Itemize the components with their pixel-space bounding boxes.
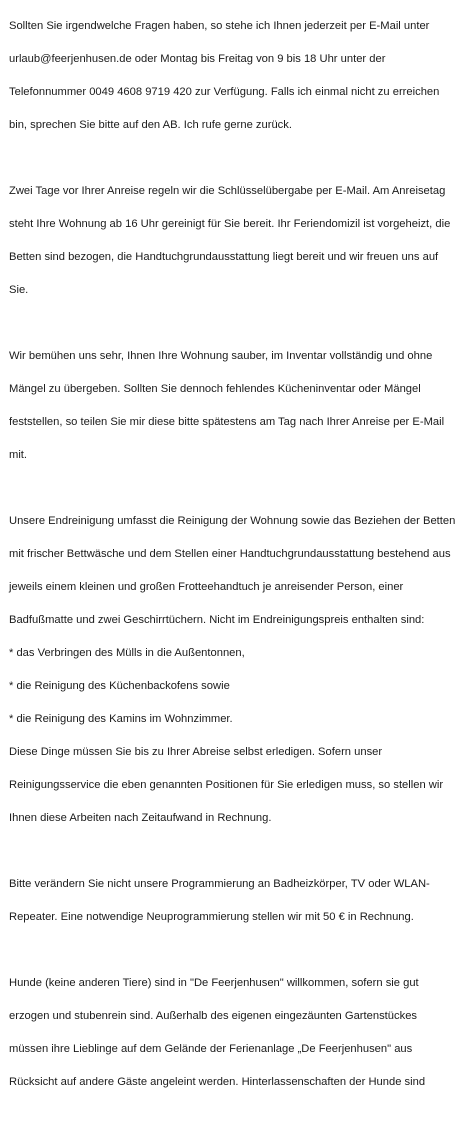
text-line: Hunde (keine anderen Tiere) sind in "De Feerjenhusen" willkommen, sofern sie gut <box>9 976 419 989</box>
text-line: Unsere Endreinigung umfasst die Reinigung der Wohnung sowie das Beziehen der Betten <box>9 514 455 527</box>
text-line: Diese Dinge müssen Sie bis zu Ihrer Abreise selbst erledigen. Sofern unser <box>9 745 383 758</box>
bullet-item: * die Reinigung des Kamins im Wohnzimmer. <box>9 712 233 725</box>
bullet-item: * die Reinigung des Küchenbackofens sowie <box>9 679 230 692</box>
text-line: jeweils einem kleinen und großen Frotteehandtuch je anreisender Person, einer <box>9 580 404 593</box>
text-line: feststellen, so teilen Sie mir diese bitte spätestens am Tag nach Ihrer Anreise per E-Mail <box>9 415 445 428</box>
text-line: müssen ihre Lieblinge auf dem Gelände der Ferienanlage „De Feerjenhusen" aus <box>9 1042 413 1055</box>
text-line: urlaub@feerjenhusen.de oder Montag bis Freitag von 9 bis 18 Uhr unter der <box>9 52 386 65</box>
text-line: Badfußmatte und zwei Geschirrtüchern. Nicht im Endreinigungspreis enthalten sind: <box>9 613 425 626</box>
text-line: Ihnen diese Arbeiten nach Zeitaufwand in Rechnung. <box>9 811 272 824</box>
paragraph-programming <box>9 859 447 942</box>
text-line: bin, sprechen Sie bitte auf den AB. Ich rufe gerne zurück. <box>9 118 292 131</box>
text-line: Wir bemühen uns sehr, Ihnen Ihre Wohnung sauber, im Inventar vollständig und ohne <box>9 349 433 362</box>
text-line: Sie. <box>9 283 29 296</box>
text-line: Reinigungsservice die eben genannten Positionen für Sie erledigen muss, so stellen wir <box>9 778 444 791</box>
paragraph-inventory <box>9 331 447 480</box>
text-line: Betten sind bezogen, die Handtuchgrundausstattung liegt bereit und wir freuen uns auf <box>9 250 439 263</box>
document-body <box>9 1 455 1123</box>
text-line: steht Ihre Wohnung ab 16 Uhr gereinigt für Sie bereit. Ihr Feriendomizil ist vorgeheizt, die <box>9 217 451 230</box>
paragraph-dogs <box>9 958 447 1107</box>
text-line: mit frischer Bettwäsche und dem Stellen einer Handtuchgrundausstattung bestehend aus <box>9 547 451 560</box>
paragraph-contact <box>9 1 447 150</box>
paragraph-final-cleaning <box>9 496 455 843</box>
paragraph-key-handover <box>9 166 451 315</box>
text-line: Zwei Tage vor Ihrer Anreise regeln wir die Schlüsselübergabe per E-Mail. Am Anreisetag <box>9 184 446 197</box>
text-line: mit. <box>9 448 28 461</box>
bullet-item: * das Verbringen des Mülls in die Außentonnen, <box>9 646 245 659</box>
text-line: Mängel zu übergeben. Sollten Sie dennoch fehlendes Kücheninventar oder Mängel <box>9 382 421 395</box>
text-line: Bitte verändern Sie nicht unsere Programmierung an Badheizkörper, TV oder WLAN- <box>9 877 430 890</box>
text-line: Sollten Sie irgendwelche Fragen haben, so stehe ich Ihnen jederzeit per E-Mail unter <box>9 19 430 32</box>
text-line: Telefonnummer 0049 4608 9719 420 zur Verfügung. Falls ich einmal nicht zu erreichen <box>9 85 440 98</box>
text-line: Rücksicht auf andere Gäste angeleint werden. Hinterlassenschaften der Hunde sind <box>9 1075 426 1088</box>
text-line: erzogen und stubenrein sind. Außerhalb des eigenen eingezäunten Gartenstückes <box>9 1009 418 1022</box>
text-line: Repeater. Eine notwendige Neuprogrammierung stellen wir mit 50 € in Rechnung. <box>9 910 414 923</box>
